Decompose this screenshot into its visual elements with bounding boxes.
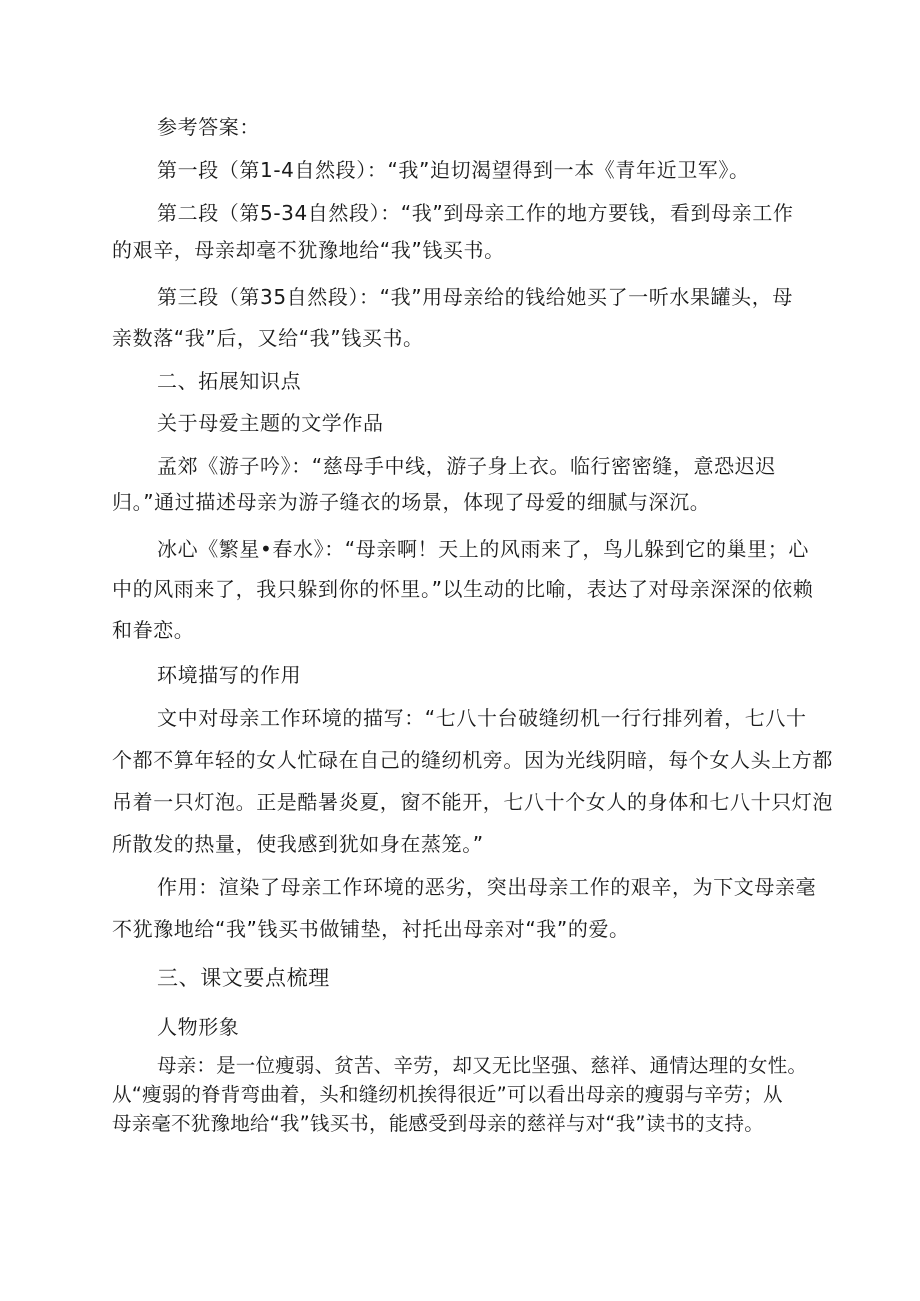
mother-line-3: 母亲毫不犹豫地给“我”钱买书，能感受到母亲的慈祥与对“我”读书的支持。 xyxy=(112,1112,764,1135)
subtitle-environment: 环境描写的作用 xyxy=(157,663,302,687)
paragraph-3-line-1: 第三段（第35自然段）：“我”用母亲给的钱给她买了一听水果罐头，母 xyxy=(157,285,793,309)
mother-line-1: 母亲：是一位瘦弱、贫苦、辛劳，却又无比坚强、慈祥、通情达理的女性。 xyxy=(157,1054,808,1077)
environment-line-3: 吊着一只灯泡。正是酷暑炎夏，窗不能开，七八十个女人的身体和七八十只灯泡 xyxy=(112,790,833,814)
environment-line-1: 文中对母亲工作环境的描写：“七八十台破缝纫机一行行排列着，七八十 xyxy=(157,706,807,730)
paragraph-3-line-2: 亲数落“我”后，又给“我”钱买书。 xyxy=(112,326,424,350)
subtitle-characters: 人物形象 xyxy=(157,1015,240,1039)
bingxin-line-2: 中的风雨来了，我只躲到你的怀里。”以生动的比喻，表达了对母亲深深的依赖 xyxy=(112,577,814,601)
mengjiao-line-2: 归。”通过描述母亲为游子缝衣的场景，体现了母爱的细腻与深沉。 xyxy=(112,490,711,514)
environment-line-4: 所散发的热量，使我感到犹如身在蒸笼。” xyxy=(112,832,484,856)
paragraph-1: 第一段（第1-4自然段）：“我”迫切渴望得到一本《青年近卫军》。 xyxy=(157,158,750,182)
mengjiao-line-1: 孟郊《游子吟》：“慈母手中线，游子身上衣。临行密密缝，意恐迟迟 xyxy=(157,454,776,478)
paragraph-2-line-2: 的艰辛，母亲却毫不犹豫地给“我”钱买书。 xyxy=(112,238,505,262)
section-3-title: 三、课文要点梳理 xyxy=(157,966,330,990)
section-2-title: 二、拓展知识点 xyxy=(157,369,302,393)
bingxin-line-1: 冰心《繁星•春水》：“母亲啊！天上的风雨来了，鸟儿躲到它的巢里；心 xyxy=(157,537,809,561)
mother-line-2: 从“瘦弱的脊背弯曲着，头和缝纫机挨得很近”可以看出母亲的瘦弱与辛劳；从 xyxy=(112,1083,783,1106)
bingxin-line-3: 和眷恋。 xyxy=(112,618,195,642)
environment-line-2: 个都不算年轻的女人忙碌在自己的缝纫机旁。因为光线阴暗，每个女人头上方都 xyxy=(112,748,833,772)
effect-line-2: 不犹豫地给“我”钱买书做铺垫，衬托出母亲对“我”的爱。 xyxy=(112,917,630,941)
answer-header: 参考答案： xyxy=(157,115,260,139)
subtitle-literature: 关于母爱主题的文学作品 xyxy=(157,411,384,435)
effect-line-1: 作用：渲染了母亲工作环境的恶劣，突出母亲工作的艰辛，为下文母亲毫 xyxy=(157,875,817,899)
paragraph-2-line-1: 第二段（第5-34自然段）：“我”到母亲工作的地方要钱，看到母亲工作 xyxy=(157,201,794,225)
